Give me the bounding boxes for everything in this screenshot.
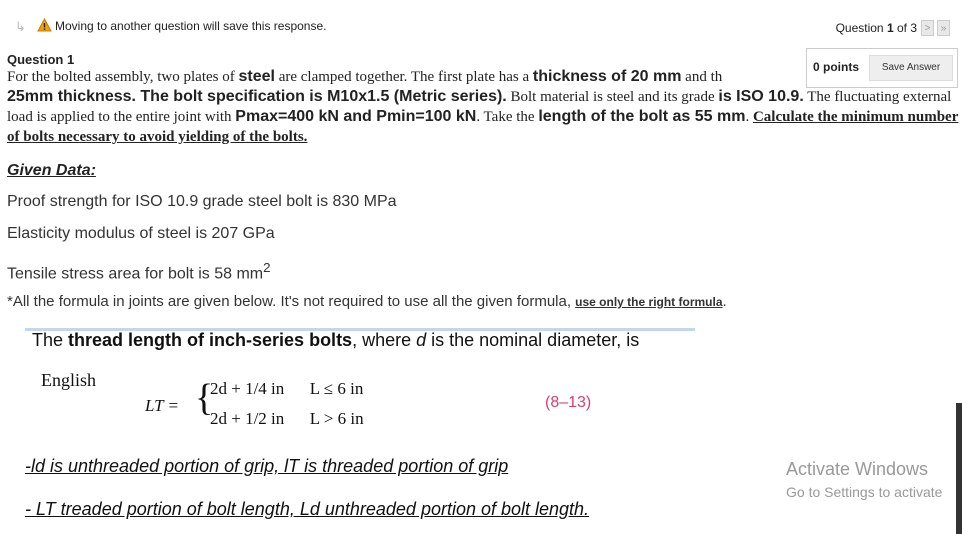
formula-note: *All the formula in joints are given below. It's not required to use all the given formula, use only the right formula. [7, 293, 727, 310]
next-question-button[interactable]: > [921, 20, 934, 36]
question-title: Question 1 [7, 52, 75, 67]
points-label: 0 points [813, 60, 860, 74]
bolt-length-note: - LT treaded portion of bolt length, Ld unthreaded portion of bolt length. [25, 499, 590, 519]
elasticity-text: Elasticity modulus of steel is 207 GPa [7, 225, 275, 242]
grip-note: -ld is unthreaded portion of grip, lT is threaded portion of grip [25, 456, 509, 476]
warning-icon [37, 18, 52, 32]
save-warning-text: Moving to another question will save this response. [55, 19, 327, 33]
activate-windows-subtitle: Go to Settings to activate [786, 484, 943, 500]
question-text: For the bolted assembly, two plates of steel are clamped together. The first plate has a thickness of 20 mm and th 25mm thickness. The bolt specification is M10x1.5 (Metric series). Bolt material is steel and its grade is ISO 10.9. The fluctuating external load is applied to the entire joint with Pmax=400 kN and Pmin=100 kN. Take the length of the bolt as 55 mm. Calculate the minimum number of bolts necessary to avoid yielding of the bolts. [7, 68, 959, 145]
scrollbar[interactable] [956, 403, 962, 534]
tensile-area-text: Tensile stress area for bolt is 58 $mm^2$ [7, 260, 271, 283]
english-label: English [41, 370, 97, 390]
last-question-button[interactable]: » [937, 20, 950, 36]
equation-number: (8–13) [545, 394, 592, 411]
points-panel [806, 48, 958, 88]
return-arrow-icon[interactable]: ↳ [15, 19, 26, 34]
activate-windows-title: Activate Windows [786, 459, 929, 479]
top-bar [0, 0, 962, 50]
formula-title: The thread length of inch-series bolts, where d is the nominal diameter, is [32, 330, 640, 350]
question-counter: Question 1 of 3 [835, 21, 917, 35]
given-data-heading: Given Data: [7, 162, 96, 179]
save-answer-button[interactable]: Save Answer [869, 55, 953, 81]
proof-strength-text: Proof strength for ISO 10.9 grade steel bolt is 830 MPa [7, 193, 397, 210]
